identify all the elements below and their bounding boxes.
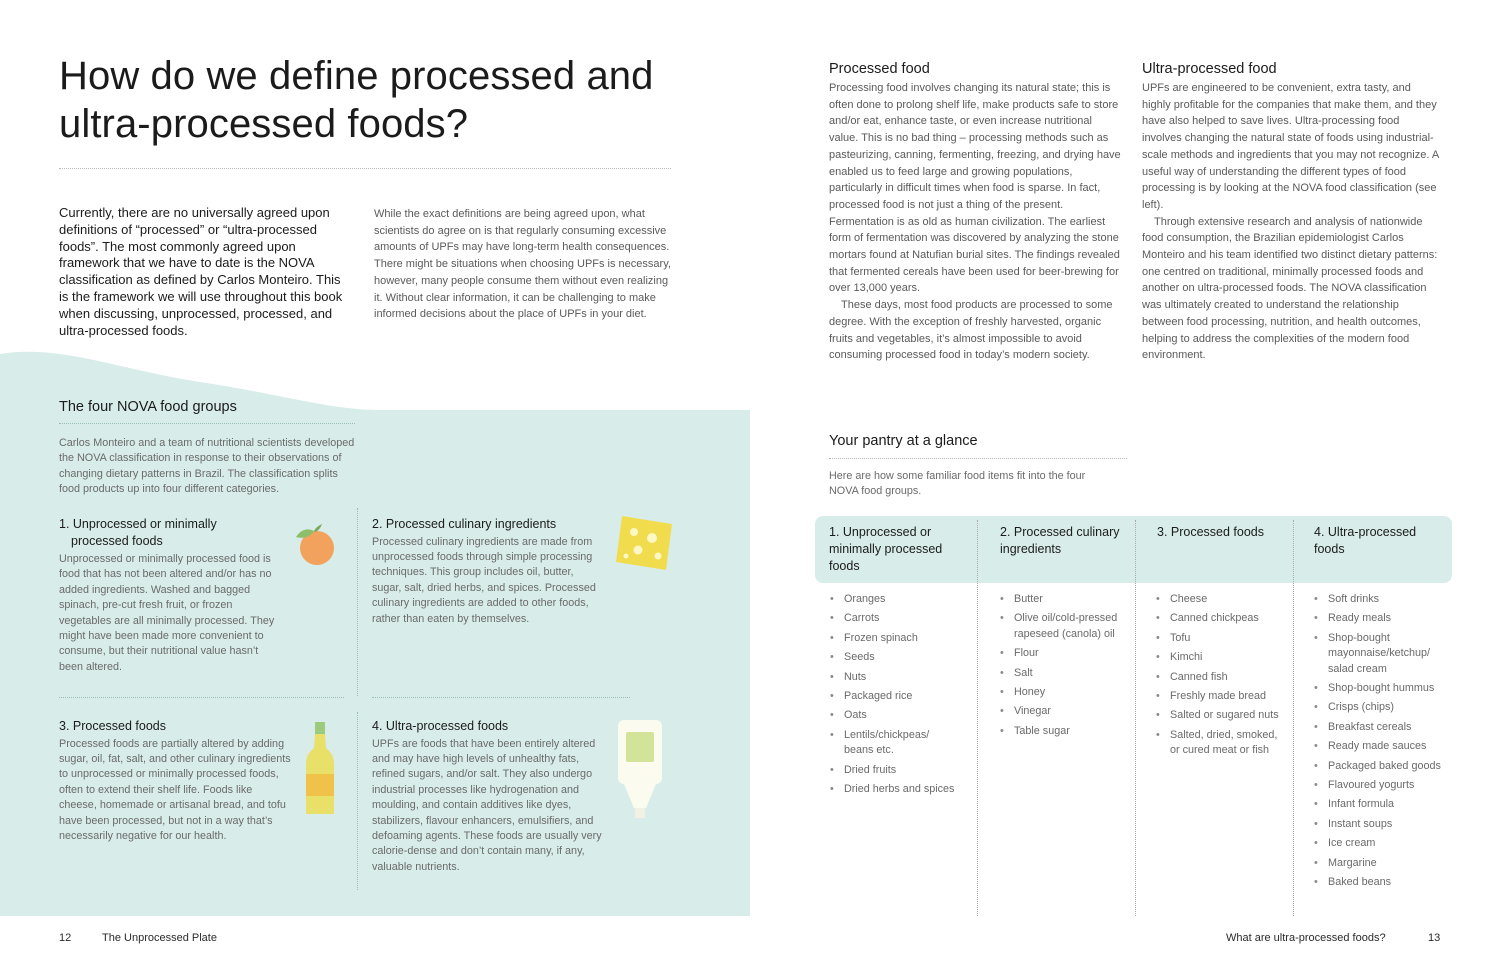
nova-grid-horizontal-left [59, 697, 344, 698]
processed-food-paragraph-2: These days, most food products are processed to some degree. With the exception of freshly harvested, organic fruits and vegetables, it’s almost impossible to avoid consuming processed food in today’s modern society. [829, 299, 1113, 362]
ultra-processed-food-heading: Ultra-processed food [1142, 61, 1277, 77]
nova-grid-vertical-top [357, 508, 358, 696]
pantry-item: • Soft drinks [1314, 592, 1444, 607]
pantry-header-1: 1. Unprocessed or minimally processed foods [829, 525, 943, 573]
oil-bottle-icon [304, 722, 336, 818]
pantry-item: • Honey [1000, 685, 1126, 700]
nova-category-4 [372, 718, 612, 875]
cheese-icon [612, 512, 676, 574]
right-running-title: What are ultra-processed foods? [1226, 932, 1386, 944]
nova-grid-vertical-bottom [357, 712, 358, 890]
pantry-item: • Breakfast cereals [1314, 720, 1444, 735]
left-running-title: The Unprocessed Plate [102, 932, 217, 944]
pantry-item: • Infant formula [1314, 797, 1444, 812]
pantry-item: • Olive oil/cold-pressed rapeseed (canola) oil [1000, 611, 1126, 642]
category-2-title: 2. Processed culinary ingredients [372, 517, 557, 531]
pantry-item: • Ready made sauces [1314, 739, 1444, 754]
pantry-item: • Dried fruits [830, 763, 956, 778]
category-3-description: Processed foods are partially altered by adding sugar, oil, fat, salt, and other culinary ingredients to unprocessed or minimally processed foods, often to extend their shelf life. Foods like cheese, homemade or artisanal bread, and tofu have been processed, but not in a way that’s necessarily negative for our health. [59, 737, 291, 842]
nova-intro: Carlos Monteiro and a team of nutritional scientists developed the NOVA classification in response to their observations of changing dietary patterns in Brazil. The classification splits food products up into four different categories. [59, 437, 355, 496]
pantry-item: • Carrots [830, 611, 956, 626]
pantry-column-2 [1000, 592, 1126, 743]
intro-right-paragraph: While the exact definitions are being agreed upon, what scientists do agree on is that regularly consuming excessive amounts of UPFs may have long-term health consequences. There might be situations when choosing UPFs is necessary, however, many people consume them without even realizing it. Without clear information, it can be challenging to make informed decisions about the place of UPFs in your diet. [374, 208, 671, 321]
category-1-description: Unprocessed or minimally processed food is food that has not been altered and/or has no added ingredients. Washed and bagged spinach, pre-cut fresh fruit, or frozen vegetables are all minimally processed. They might have been made more convenient to consume, but their nutritional value hasn’t been altered. [59, 553, 275, 673]
pantry-item: • Ice cream [1314, 836, 1444, 851]
ultra-processed-food-paragraph-2: Through extensive research and analysis of nationwide food consumption, the Brazilian epidemiologist Carlos Monteiro and his team identified two distinct dietary patterns: one centred on traditional, minimally processed foods and another on ultra-processed foods. The NOVA classification was ultimately created to understand the relationship between food processing, nutrition, and health outcomes, helping to address the complexities of the modern food environment. [1142, 215, 1438, 362]
pantry-item: • Packaged rice [830, 689, 956, 704]
pantry-item: • Instant soups [1314, 817, 1444, 832]
nova-category-3 [59, 718, 299, 844]
orange-icon [292, 521, 338, 567]
category-2-description: Processed culinary ingredients are made from unprocessed foods through simple processing techniques. This group includes oil, butter, sugar, salt, dried herbs, and spices. Processed culinary ingredients are added to other foods, rather than eaten by themselves. [372, 535, 596, 625]
pantry-item: • Flavoured yogurts [1314, 778, 1444, 793]
pantry-item: • Shop-bought hummus [1314, 681, 1444, 696]
processed-food-heading: Processed food [829, 61, 930, 77]
pantry-item: • Butter [1000, 592, 1126, 607]
pantry-item: • Canned fish [1156, 670, 1284, 685]
pantry-item: • Oranges [830, 592, 956, 607]
pantry-column-3 [1156, 592, 1284, 763]
pantry-item: • Frozen spinach [830, 631, 956, 646]
intro-left-paragraph: Currently, there are no universally agreed upon definitions of “processed” or “ultra-processed foods”. The most commonly agreed upon framework that we have to date is the NOVA classification as defined by Carlos Monteiro. This is the framework we will use throughout this book when discussing, unprocessed, processed, and ultra-processed foods. [59, 205, 343, 338]
left-page-number: 12 [59, 932, 72, 944]
pantry-item: • Salted or sugared nuts [1156, 708, 1284, 723]
pantry-column-divider-3 [1293, 520, 1294, 916]
nova-heading-divider [59, 423, 355, 424]
pantry-header-3: 3. Processed foods [1157, 525, 1265, 539]
pantry-item: • Table sugar [1000, 724, 1126, 739]
ultra-processed-food-text [1142, 80, 1442, 364]
pantry-item: • Tofu [1156, 631, 1284, 646]
category-1-title-line2: processed foods [71, 533, 163, 548]
pantry-heading: Your pantry at a glance [829, 433, 978, 449]
pantry-item: • Nuts [830, 670, 956, 685]
pantry-item: • Seeds [830, 650, 956, 665]
pantry-column-4 [1314, 592, 1444, 895]
title-divider [59, 168, 671, 169]
pantry-item: • Vinegar [1000, 704, 1126, 719]
pantry-column-divider-2 [1135, 520, 1136, 916]
pantry-item: • Salt [1000, 666, 1126, 681]
category-3-title: 3. Processed foods [59, 719, 167, 733]
pantry-column-divider-1 [977, 520, 978, 916]
right-page-number: 13 [1428, 932, 1441, 944]
pantry-item: • Canned chickpeas [1156, 611, 1284, 626]
pantry-item: • Baked beans [1314, 875, 1444, 890]
pantry-header-2: 2. Processed culinary ingredients [1000, 525, 1120, 556]
pantry-heading-divider [829, 458, 1127, 459]
category-4-title: 4. Ultra-processed foods [372, 719, 509, 733]
pantry-item: • Kimchi [1156, 650, 1284, 665]
pantry-item: • Cheese [1156, 592, 1284, 607]
category-1-title-line1: 1. Unprocessed or minimally [59, 517, 217, 531]
pantry-item: • Lentils/chickpeas/ beans etc. [830, 728, 956, 759]
nova-heading: The four NOVA food groups [59, 399, 237, 415]
pantry-column-1 [830, 592, 956, 801]
pantry-header-4: 4. Ultra-processed foods [1314, 525, 1417, 556]
sauce-bottle-icon [612, 718, 668, 820]
pantry-item: • Ready meals [1314, 611, 1444, 626]
pantry-item: • Packaged baked goods [1314, 759, 1444, 774]
nova-category-2 [372, 516, 612, 627]
page-title: How do we define processed and ultra-processed foods? [59, 54, 654, 146]
pantry-item: • Salted, dried, smoked, or cured meat or fish [1156, 728, 1284, 759]
pantry-item: • Margarine [1314, 856, 1444, 871]
pantry-item: • Flour [1000, 646, 1126, 661]
category-4-description: UPFs are foods that have been entirely altered and may have high levels of unhealthy fats, refined sugars, and/or salt. They also undergo industrial processes like hydrogenation and moulding, and contain additives like dyes, stabilizers, flavour enhancers, emulsifiers, and defoaming agents. These foods are usually very calorie-dense and don’t contain many, if any, valuable nutrients. [372, 737, 602, 873]
nova-grid-horizontal-right [372, 697, 630, 698]
processed-food-paragraph-1: Processing food involves changing its natural state; this is often done to prolong shelf life, make products safe to store and/or eat, enhance taste, or even increase nutritional value. This is no bad thing – processing methods such as pasteurizing, canning, fermenting, freezing, and drying have enabled us to feed large and growing populations, particularly in difficult times when food is sparse. In fact, processed food is not just a thing of the present. Fermentation is as old as human civilization. The earliest form of fermentation was discovered by analyzing the stone mortars found at Natufian burial sites. The findings revealed that fermented cereals have been used for beer-brewing for over 13,000 years. [829, 82, 1121, 295]
pantry-item: • Shop-bought mayonnaise/ketchup/ salad cream [1314, 631, 1444, 677]
pantry-item: • Crisps (chips) [1314, 700, 1444, 715]
pantry-item: • Oats [830, 708, 956, 723]
pantry-item: • Dried herbs and spices [830, 782, 956, 797]
ultra-processed-food-paragraph-1: UPFs are engineered to be convenient, extra tasty, and highly profitable for the companies that make them, and they have also helped to save lives. Ultra-processing food involves changing the natural state of foods using industrial-scale methods and ingredients that you may not recognize. A useful way of understanding the different types of food processing is by looking at the NOVA food classification (see left). [1142, 82, 1439, 211]
pantry-item: • Freshly made bread [1156, 689, 1284, 704]
pantry-intro: Here are how some familiar food items fit into the four NOVA food groups. [829, 470, 1086, 498]
processed-food-text [829, 80, 1123, 364]
